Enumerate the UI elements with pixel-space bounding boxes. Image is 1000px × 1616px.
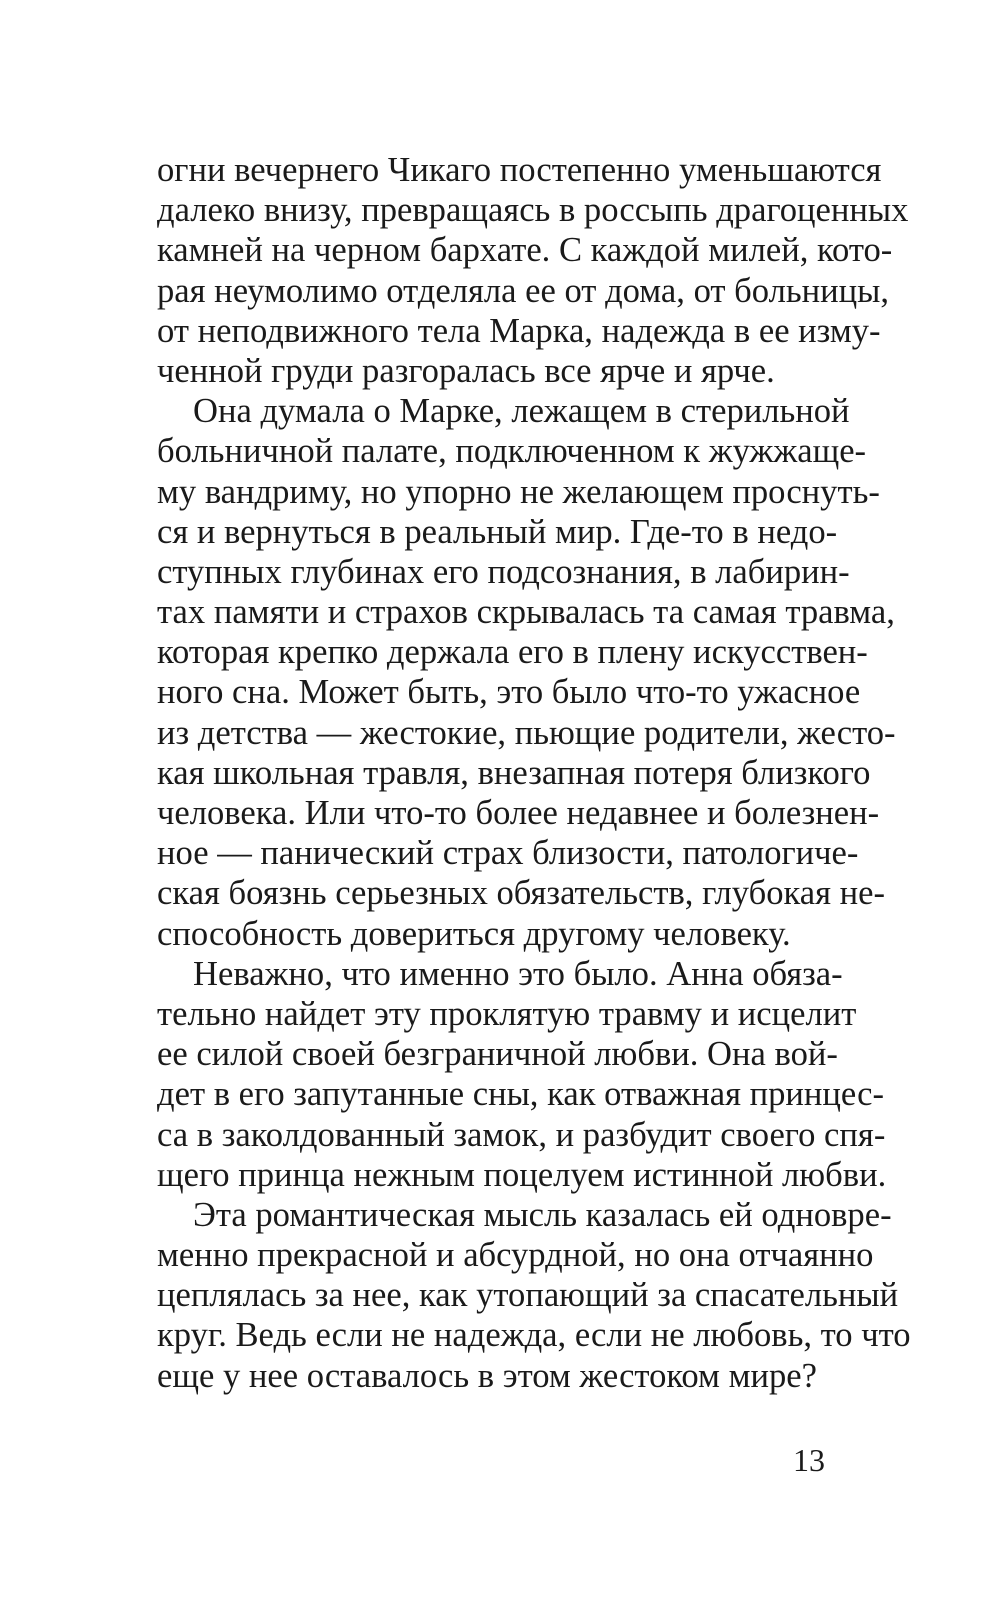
text-line: круг. Ведь если не надежда, если не любовь, то что xyxy=(157,1316,911,1355)
text-line: камней на черном бархате. С каждой милей, кото- xyxy=(157,231,893,270)
text-line: рая неумолимо отделяла ее от дома, от больницы, xyxy=(157,271,889,310)
text-line: человека. Или что-то более недавнее и болезнен- xyxy=(157,794,880,832)
text-line: Эта романтическая мысль казалась ей одновре- xyxy=(193,1195,892,1234)
paragraph xyxy=(157,150,909,391)
text-line: ченной груди разгоралась все ярче и ярче. xyxy=(157,351,775,390)
text-line: му вандриму, но упорно не желающем проснуть- xyxy=(157,472,880,511)
text-line: щего принца нежным поцелуем истинной любви. xyxy=(157,1155,887,1194)
text-line: кая школьная травля, внезапная потеря близкого xyxy=(157,753,871,792)
text-line: тах памяти и страхов скрывалась та самая травма, xyxy=(157,593,895,632)
text-line: ного сна. Может быть, это было что-то ужасное xyxy=(157,673,861,712)
text-line: Она думала о Марке, лежащем в стерильной xyxy=(193,392,850,431)
text-line: больничной палате, подключенном к жужжаще- xyxy=(157,432,867,471)
text-line: ся и вернуться в реальный мир. Где-то в недо- xyxy=(157,512,838,551)
paragraph xyxy=(157,1195,911,1396)
text-line: от неподвижного тела Марка, надежда в ее изму- xyxy=(157,311,881,350)
text-line: которая крепко держала его в плену искусствен- xyxy=(157,633,868,672)
page-number: 13 xyxy=(793,1442,825,1478)
text-line: Неважно, что именно это было. Анна обяза- xyxy=(193,954,843,993)
text-line: ее силой своей безграничной любви. Она вой- xyxy=(157,1035,838,1074)
text-line: ное — панический страх близости, патологиче- xyxy=(157,834,859,873)
text-line: дет в его запутанные сны, как отважная принцес- xyxy=(157,1075,885,1114)
paragraph xyxy=(157,391,896,954)
text-line: из детства — жестокие, пьющие родители, жесто- xyxy=(157,713,896,752)
text-line: са в заколдованный замок, и разбудит своего спя- xyxy=(157,1115,886,1154)
paragraph xyxy=(157,954,887,1195)
body-text xyxy=(157,150,911,1396)
text-line: способность довериться другому человеку. xyxy=(157,914,791,953)
text-line: менно прекрасной и абсурдной, но она отчаянно xyxy=(157,1236,874,1275)
text-line: цеплялась за нее, как утопающий за спасательный xyxy=(157,1276,899,1315)
text-line: далеко внизу, превращаясь в россыпь драгоценных xyxy=(157,191,909,230)
text-line: ступных глубинах его подсознания, в лабирин- xyxy=(157,552,850,591)
text-line: тельно найдет эту проклятую травму и исцелит xyxy=(157,994,857,1033)
text-line: еще у нее оставалось в этом жестоком мире? xyxy=(157,1356,817,1395)
text-line: ская боязнь серьезных обязательств, глубокая не- xyxy=(157,874,886,913)
text-line: огни вечернего Чикаго постепенно уменьшаются xyxy=(157,151,882,189)
